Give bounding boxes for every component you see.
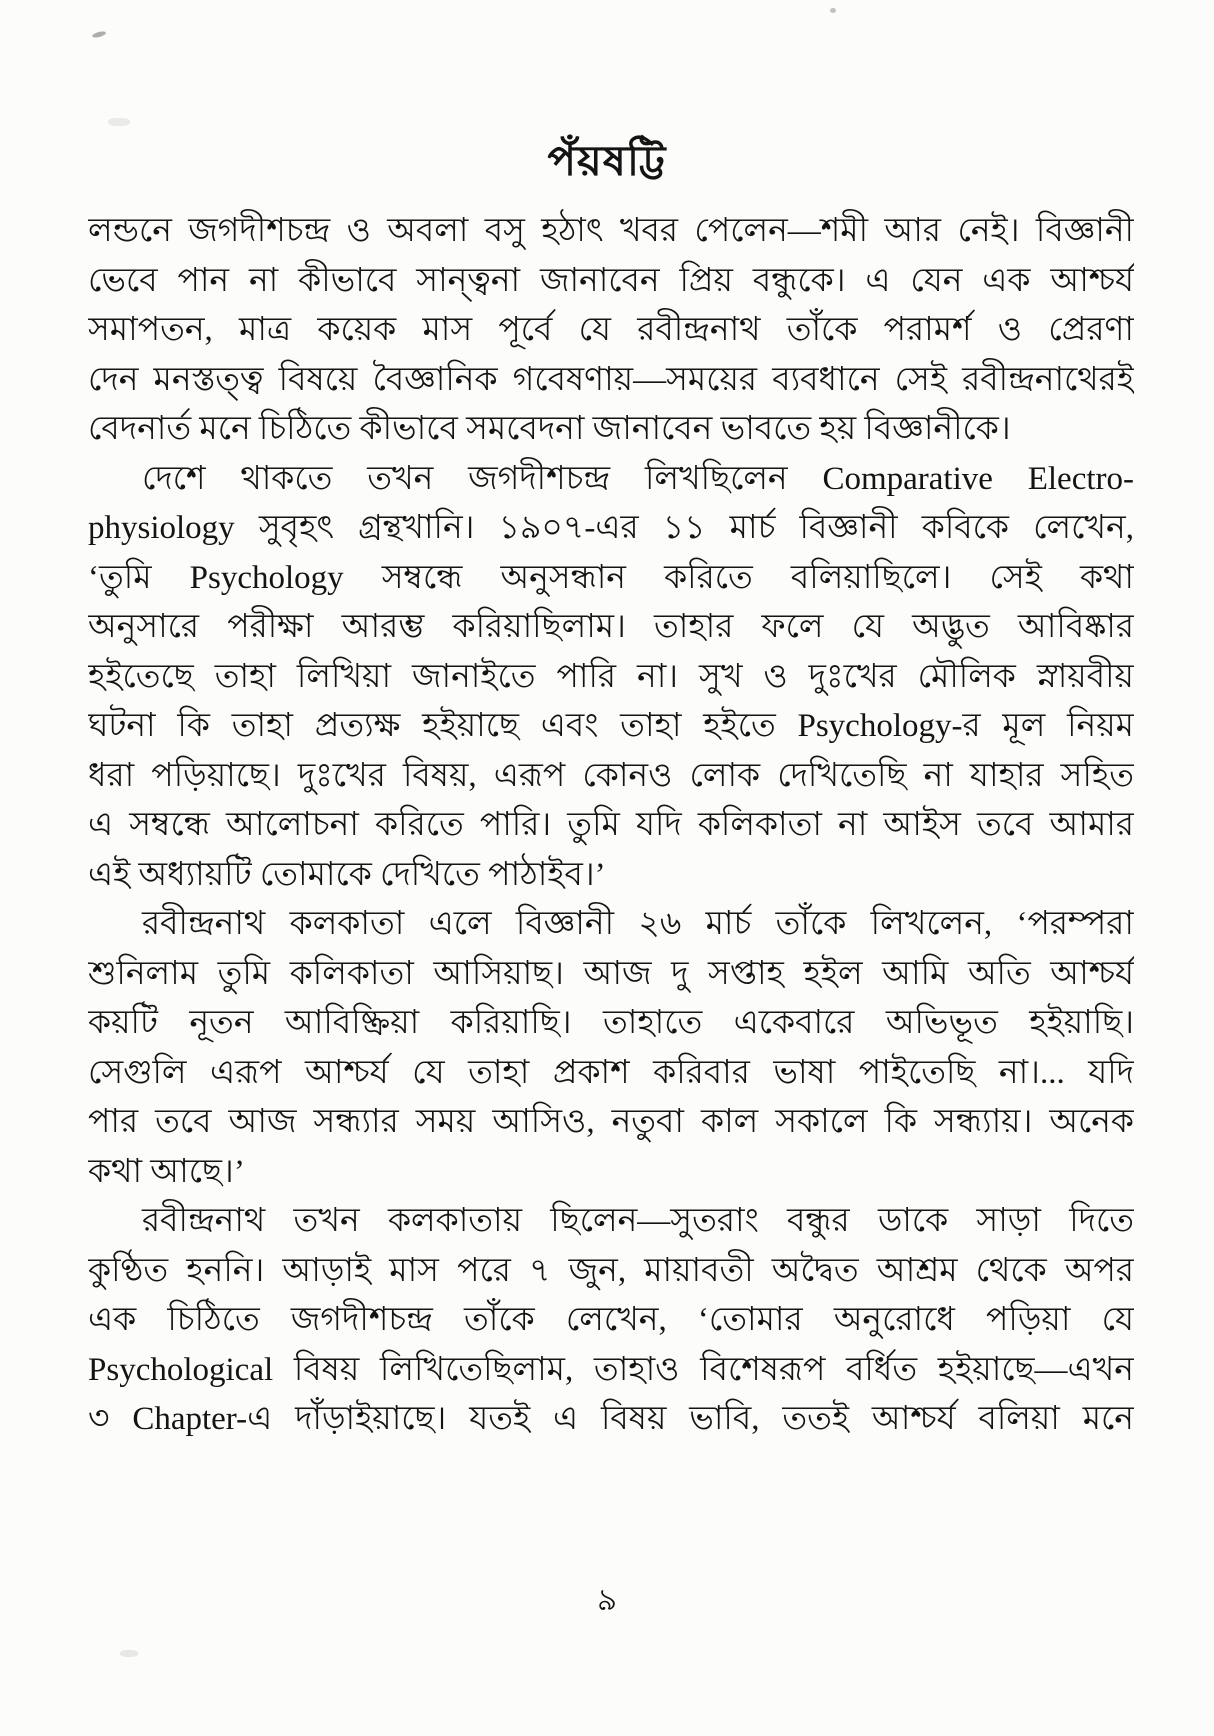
text-line: ঘটনা কি তাহা প্রত্যক্ষ হইয়াছে এবং তাহা হইতে Psychology-র মূল নিয়ম <box>88 708 1134 744</box>
text-line: শুনিলাম তুমি কলিকাতা আসিয়াছ। আজ দু সপ্তাহ হইল আমি অতি আশ্চর্য <box>88 955 1134 992</box>
text-line: সমাপতন, মাত্র কয়েক মাস পূর্বে যে রবীন্দ্রনাথ তাঁকে পরামর্শ ও প্রেরণা <box>88 312 1134 348</box>
paragraph <box>88 900 1134 1197</box>
scan-speck <box>108 118 130 126</box>
scan-speck <box>92 30 107 38</box>
scan-speck <box>830 8 836 13</box>
text-line: ‘তুমি Psychology সম্বন্ধে অনুসন্ধান করিতে বলিয়াছিলে। সেই কথা <box>88 559 1134 596</box>
text-line: রবীন্দ্রনাথ কলকাতা এলে বিজ্ঞানী ২৬ মার্চ তাঁকে লিখলেন, ‘পরম্পরা <box>142 906 1134 942</box>
text-line: সেগুলি এরূপ আশ্চর্য যে তাহা প্রকাশ করিবার ভাষা পাইতেছি না।... যদি <box>88 1054 1134 1091</box>
paragraph <box>88 1197 1134 1445</box>
text-line: ভেবে পান না কীভাবে সান্ত্বনা জানাবেন প্রিয় বন্ধুকে। এ যেন এক আশ্চর্য <box>88 262 1134 299</box>
page-number: ৯ <box>596 1582 618 1617</box>
text-line: কথা আছে।’ <box>88 1153 245 1190</box>
text-line: লন্ডনে জগদীশচন্দ্র ও অবলা বসু হঠাৎ খবর পেলেন—শমী আর নেই। বিজ্ঞানী <box>88 213 1134 249</box>
text-line: ৩ Chapter-এ দাঁড়াইয়াছে। যতই এ বিষয় ভাবি, ততই আশ্চর্য বলিয়া মনে <box>88 1401 1134 1437</box>
text-line: কয়টি নূতন আবিষ্ক্রিয়া করিয়াছি। তাহাতে একেবারে অভিভূত হইয়াছি। <box>88 1005 1134 1041</box>
text-line: অনুসারে পরীক্ষা আরম্ভ করিয়াছিলাম। তাহার ফলে যে অদ্ভুত আবিষ্কার <box>88 609 1134 645</box>
body-text <box>88 207 1134 1445</box>
text-line: ধরা পড়িয়াছে। দুঃখের বিষয়, এরূপ কোনও লোক দেখিতেছি না যাহার সহিত <box>88 757 1134 794</box>
text-line: বেদনার্ত মনে চিঠিতে কীভাবে সমবেদনা জানাবেন ভাবতে হয় বিজ্ঞানীকে। <box>88 411 1011 447</box>
text-line: Psychological বিষয় লিখিতেছিলাম, তাহাও বিশেষরূপ বর্ধিত হইয়াছে—এখন <box>88 1351 1134 1388</box>
text-line: কুণ্ঠিত হননি। আড়াই মাস পরে ৭ জুন, মায়াবতী অদ্বৈত আশ্রম থেকে অপর <box>88 1252 1134 1289</box>
scan-speck <box>120 1650 138 1657</box>
text-line: পার তবে আজ সন্ধ্যার সময় আসিও, নতুবা কাল সকালে কি সন্ধ্যায়। অনেক <box>88 1104 1134 1140</box>
text-line: এই অধ্যায়টি তোমাকে দেখিতে পাঠাইব।’ <box>88 856 606 893</box>
paragraph <box>88 455 1134 901</box>
text-line: এ সম্বন্ধে আলোচনা করিতে পারি। তুমি যদি কলিকাতা না আইস তবে আমার <box>88 807 1134 843</box>
paragraph <box>88 207 1134 455</box>
text-line: দেশে থাকতে তখন জগদীশচন্দ্র লিখছিলেন Comparative Electro- <box>142 460 1134 497</box>
chapter-heading: পঁয়ষট্টি <box>547 139 667 185</box>
text-line: হইতেছে তাহা লিখিয়া জানাইতে পারি না। সুখ ও দুঃখের মৌলিক স্নায়বীয় <box>88 658 1134 695</box>
text-line: এক চিঠিতে জগদীশচন্দ্র তাঁকে লেখেন, ‘তোমার অনুরোধে পড়িয়া যে <box>88 1302 1134 1338</box>
text-line: রবীন্দ্রনাথ তখন কলকাতায় ছিলেন—সুতরাং বন্ধুর ডাকে সাড়া দিতে <box>142 1203 1134 1239</box>
text-line: দেন মনস্তত্ত্ব বিষয়ে বৈজ্ঞানিক গবেষণায়—সময়ের ব্যবধানে সেই রবীন্দ্রনাথেরই <box>88 361 1134 398</box>
text-line: physiology সুবৃহৎ গ্রন্থখানি। ১৯০৭-এর ১১ মার্চ বিজ্ঞানী কবিকে লেখেন, <box>88 510 1134 546</box>
